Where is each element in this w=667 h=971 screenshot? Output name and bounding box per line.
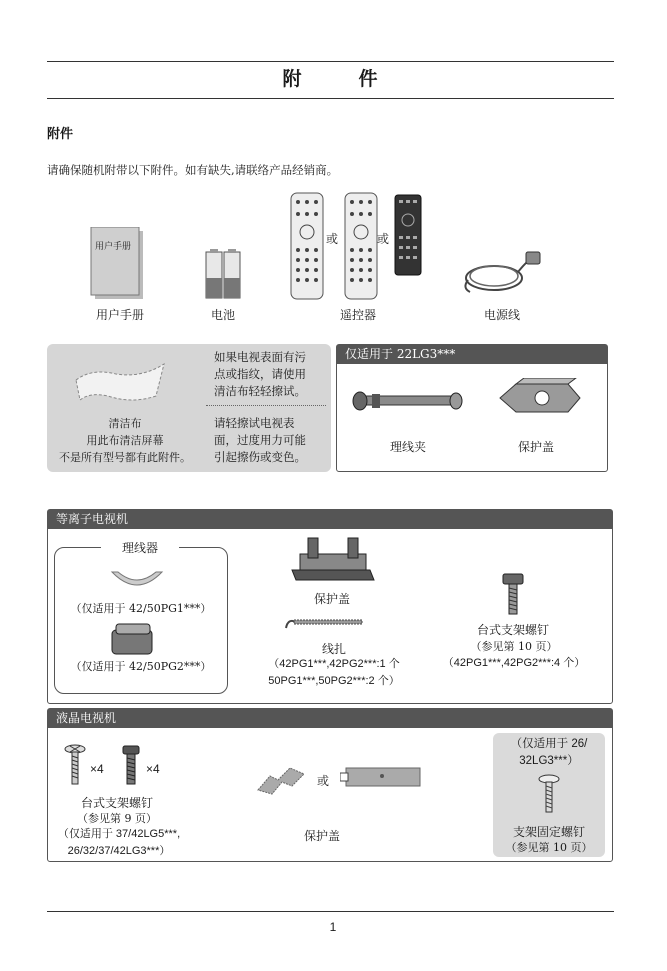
cleaning-tip-1-line: 点或指纹，请使用 [214,367,306,381]
cable-tie-qty-2: 50PG1***,50PG2***:2 个） [268,675,400,687]
intro-text: 请确保随机附带以下附件。如有缺失,请联络产品经销商。 [47,163,339,177]
cable-manager-1-note: （仅适用于 42/50PG1***） [70,602,212,615]
plasma-stand-screw-ref: （参见第 10 页） [470,640,558,653]
cleaning-cloth-desc: 用此布清洁屏幕 [86,434,164,447]
manual-cover-text: 用户手册 [95,242,132,252]
lcd-screw-b-image [120,744,142,786]
remote-or-1: 或 [326,232,339,246]
page-title-char-2: 件 [358,68,379,90]
power-cord-label: 电源线 [483,308,520,322]
cleaning-tip-2-line: 面，过度用力可能 [214,433,306,447]
cleaning-tip-1-line: 如果电视表面有污 [214,350,306,364]
lcd-protection-cover-image-1 [256,766,306,796]
page-title [47,64,614,91]
remote-image-2 [344,192,378,300]
lcd-protection-cover-image-2 [340,766,422,788]
manual-image [89,227,145,301]
cable-manager-1-image [108,568,166,596]
remote-image-1 [290,192,324,300]
power-cord-image [460,248,542,296]
bracket-note-1: （仅适用于 26/ [510,738,588,750]
lcd-panel-header: 液晶电视机 [48,709,612,728]
lcd-models-1: （仅适用于 37/42LG5***, [57,828,181,840]
lcd-screw-b-qty: ×4 [146,762,160,776]
cable-holder-image [352,388,464,414]
page-number: 1 [329,920,337,934]
lcd-protection-cover-label: 保护盖 [303,829,340,843]
plasma-panel-header: 等离子电视机 [48,510,612,529]
cleaning-tip-1 [214,349,326,400]
lg3-protection-cover-image [498,378,582,418]
bracket-note-2: 32LG3***） [519,755,579,767]
battery-label: 电池 [210,308,235,322]
title-top-rule [47,61,614,62]
cleaning-tip-divider [206,405,326,406]
remote-label: 遥控器 [339,308,376,322]
cleaning-tip-1-line: 清洁布轻轻擦试。 [214,384,306,398]
lg3-panel-header: 仅适用于 22LG3*** [337,345,607,364]
lcd-stand-screw-ref: （参见第 9 页） [77,812,157,825]
cable-manager-2-image [106,622,160,658]
cleaning-cloth-image [72,356,172,406]
page-title-char-1: 附 [282,68,303,90]
cleaning-cloth-note: 不是所有型号都有此附件。 [59,451,191,464]
plasma-protection-cover-label: 保护盖 [313,592,350,606]
section-heading: 附件 [47,127,74,142]
lcd-stand-screw-label: 台式支架螺钉 [80,796,153,810]
bracket-screw-ref: （参见第 10 页） [505,841,593,854]
cable-tie-image [284,616,364,632]
cleaning-tip-2-line: 引起擦伤或变色。 [214,450,306,464]
cable-manager-title: 理线器 [101,539,179,556]
cleaning-cloth-title: 清洁布 [108,417,142,430]
plasma-stand-screw-label: 台式支架螺钉 [476,623,549,637]
lcd-screw-a-qty: ×4 [90,762,104,776]
lcd-screw-a-image [64,744,86,786]
cable-tie-label: 线扎 [321,642,346,656]
cleaning-tip-2-line: 请轻擦试电视表 [214,416,295,430]
lg3-protection-cover-label: 保护盖 [517,440,554,454]
cable-manager-2-note: （仅适用于 42/50PG2***） [70,660,212,673]
remote-image-3 [394,194,422,276]
cable-holder-label: 理线夹 [389,440,426,454]
bracket-screw-label: 支架固定螺钉 [512,825,585,839]
plasma-stand-screw-qty: （42PG1***,42PG2***:4 个） [442,657,586,669]
plasma-stand-screw-image [500,572,526,618]
cable-tie-qty-1: （42PG1***,42PG2***:1 个 [268,658,400,670]
cleaning-tip-2 [214,415,326,466]
plasma-protection-cover-image [290,536,376,586]
remote-or-2: 或 [377,232,390,246]
lcd-cover-or: 或 [317,774,330,788]
footer-rule [47,911,614,912]
bracket-screw-image [538,774,560,816]
title-bottom-rule [47,98,614,99]
manual-label: 用户手册 [95,308,144,322]
lcd-models-2: 26/32/37/42LG3***） [67,845,171,857]
battery-image [204,248,242,300]
